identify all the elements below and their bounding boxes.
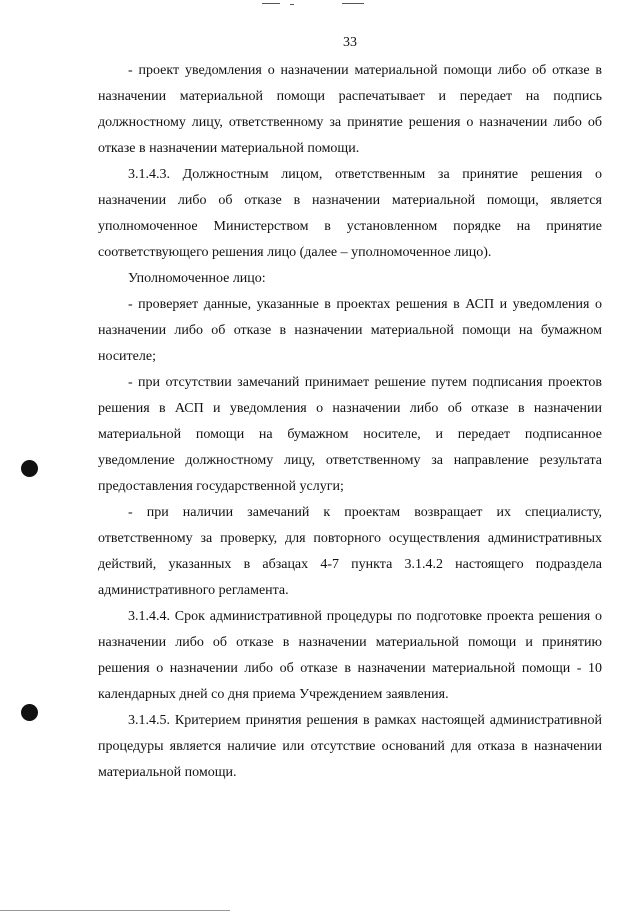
paragraph: Уполномоченное лицо: [128,271,266,286]
paragraph: 3.1.4.5. Критерием принятия решения в рамках настоящей административной процедуры является наличие или отсутствие оснований для отказа в назначении материальной помощи. [98,713,602,780]
paragraph: - проект уведомления о назначении материальной помощи либо об отказе в назначении материальной помощи распечатывает и передает на подпись должностному лицу, ответственному за принятие решения о назначении либо об отказе в назначении материальной помощи. [98,63,602,156]
scan-edge-line [0,910,230,911]
binder-hole-mark [21,704,38,721]
paragraph: - при наличии замечаний к проектам возвращает их специалисту, ответственному за проверку, для повторного осуществления административных действий, указанных в абзацах 4-7 пункта 3.1.4.2 настоящего подраздела административного регламента. [98,505,602,598]
paragraph: 3.1.4.4. Срок административной процедуры по подготовке проекта решения о назначении либо об отказе в назначении материальной помощи и принятию решения о назначении либо об отказе в назначении материальной помощи - 10 календарных дней со дня приема Учреждением заявления. [98,609,602,702]
paragraph: - при отсутствии замечаний принимает решение путем подписания проектов решения в АСП и уведомления о назначении либо об отказе в назначении материальной помощи на бумажном носителе, и передает подписанное уведомление должностному лицу, ответственному за направление результата предоставления государственной услуги; [98,375,602,494]
document-body [98,58,602,786]
paragraph: - проверяет данные, указанные в проектах решения в АСП и уведомления о назначении либо об отказе в назначении материальной помощи на бумажном носителе; [98,297,602,364]
scan-speck [290,4,294,5]
binder-hole-mark [21,460,38,477]
scan-speck [262,3,280,4]
page-number: 33 [343,35,357,50]
paragraph: 3.1.4.3. Должностным лицом, ответственным за принятие решения о назначении либо об отказе в назначении материальной помощи, является уполномоченное Министерством в установленном порядке на принятие соответствующего решения лицо (далее – уполномоченное лицо). [98,167,602,260]
scan-speck [342,3,364,4]
